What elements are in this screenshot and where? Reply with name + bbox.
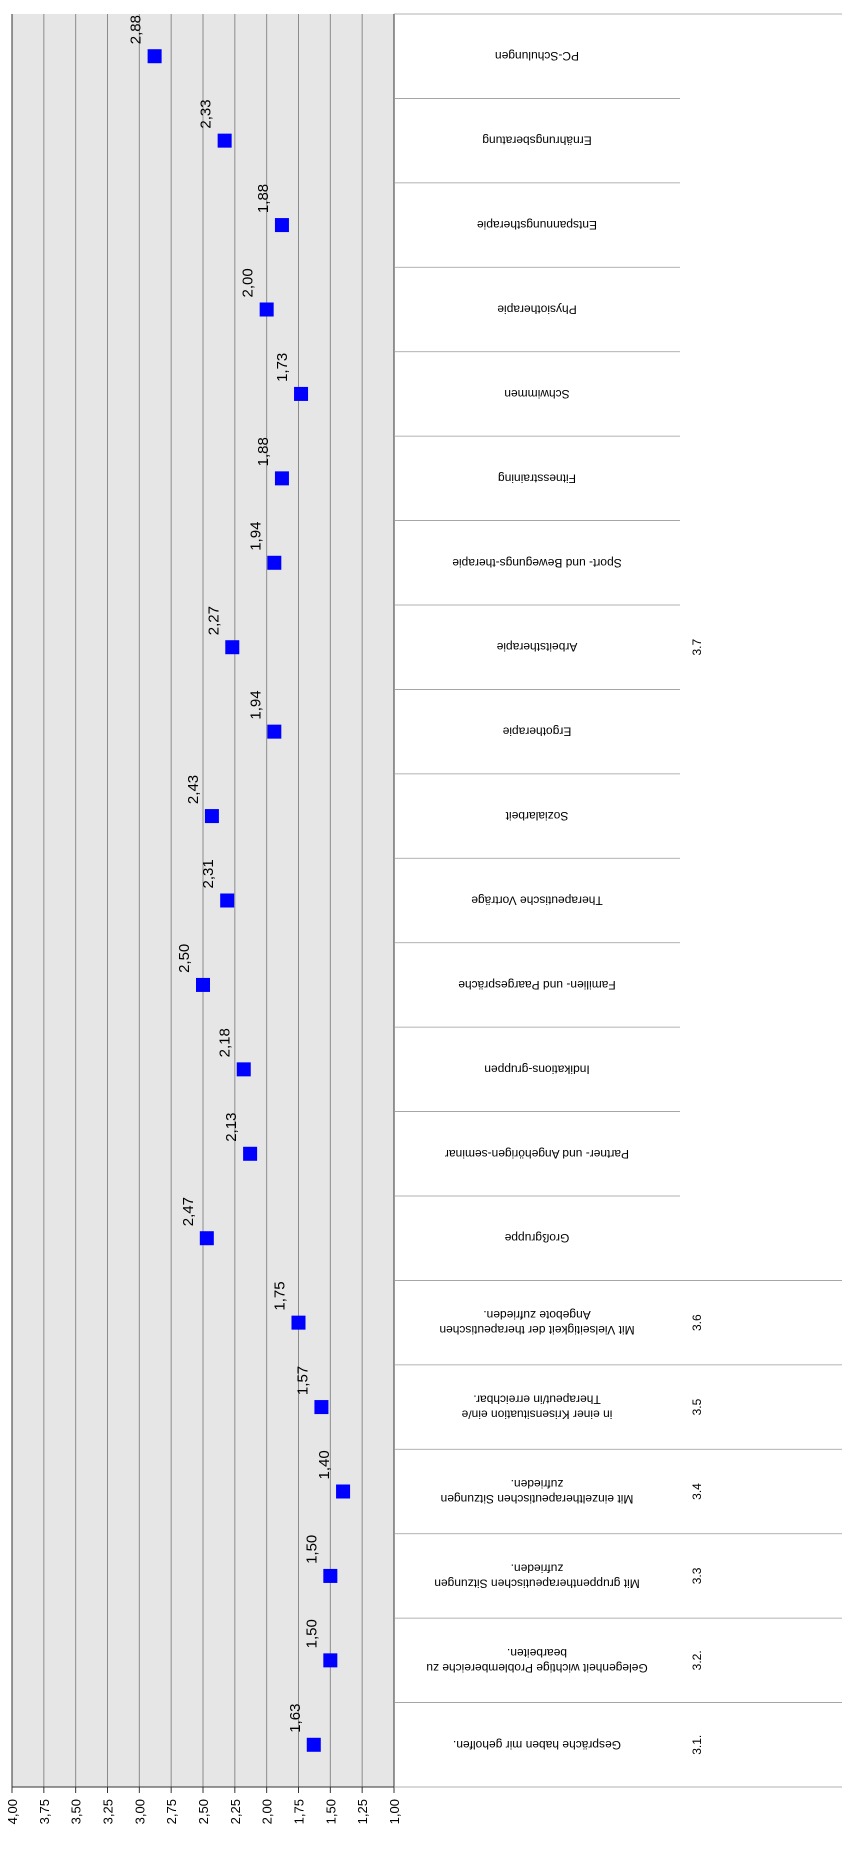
- data-label: 2,13: [223, 1112, 241, 1142]
- data-point-marker: [323, 1569, 337, 1583]
- category-label: PC-Schulungen: [494, 49, 580, 64]
- data-point-marker: [205, 809, 219, 823]
- data-point-marker: [196, 978, 210, 992]
- category-label: Physiotherapie: [497, 302, 577, 317]
- data-point-marker: [267, 725, 281, 739]
- data-label: 2,43: [184, 774, 202, 805]
- data-point-marker: [323, 1653, 337, 1667]
- data-label: 2,31: [200, 859, 218, 889]
- data-point-marker: [292, 1316, 306, 1330]
- data-point-marker: [220, 894, 234, 908]
- data-label: 2,88: [127, 15, 145, 45]
- category-label: Gespräche haben mir geholfen.: [452, 1737, 622, 1752]
- category-label: Sozialarbeit: [505, 809, 569, 824]
- item-code: 3.5: [690, 1398, 704, 1416]
- data-point-marker: [218, 134, 232, 148]
- data-point-marker: [307, 1738, 321, 1752]
- category-label: Ergotherapie: [502, 724, 572, 739]
- data-label: 1,94: [247, 690, 265, 720]
- data-point-marker: [275, 218, 289, 232]
- tick-label: 1,75: [291, 1799, 307, 1825]
- data-point-marker: [237, 1062, 251, 1076]
- data-point-marker: [200, 1231, 214, 1245]
- category-label: Therapeutische Vorträge: [471, 893, 603, 908]
- category-label: Großgruppe: [504, 1231, 570, 1246]
- tick-label: 3,00: [132, 1799, 148, 1825]
- data-point-marker: [148, 49, 162, 63]
- tick-label: 4,00: [5, 1799, 20, 1825]
- data-point-marker: [225, 640, 239, 654]
- data-label: 1,63: [286, 1703, 304, 1733]
- category-label: Schwimmen: [504, 386, 570, 401]
- data-label: 1,50: [303, 1619, 321, 1649]
- item-code: 3.4: [690, 1483, 704, 1500]
- category-label: Gelegenheit wichtige Problembereiche zubearbeiten.: [426, 1645, 648, 1675]
- data-point-marker: [260, 303, 274, 317]
- data-point-marker: [336, 1485, 350, 1499]
- item-code: 3.3: [690, 1567, 704, 1585]
- tick-label: 2,75: [164, 1799, 180, 1825]
- data-point-marker: [294, 387, 308, 401]
- tick-label: 3,50: [68, 1799, 84, 1825]
- tick-label: 2,00: [259, 1799, 275, 1825]
- category-label: Mit Vielseitigkeit der therapeutischenAngebote zufrieden.: [439, 1308, 635, 1338]
- data-label: 2,00: [239, 268, 257, 298]
- category-label: Sport- und Bewegungs-therapie: [452, 555, 622, 570]
- tick-label: 2,25: [227, 1799, 243, 1825]
- value-axis: [5, 1787, 402, 1824]
- item-code: 3.2.: [690, 1650, 704, 1671]
- data-label: 1,73: [274, 352, 292, 382]
- data-label: 1,50: [303, 1534, 321, 1564]
- data-label: 2,18: [216, 1028, 234, 1058]
- category-label: Familien- und Paargespräche: [458, 977, 616, 992]
- data-label: 1,88: [254, 437, 272, 467]
- data-label: 1,57: [294, 1365, 312, 1396]
- data-label: 2,33: [197, 99, 215, 129]
- data-label: 2,27: [205, 606, 223, 636]
- data-point-marker: [243, 1147, 257, 1161]
- data-label: 2,47: [179, 1197, 197, 1227]
- category-label: in einer Krisensituation ein/eTherapeut/in erreichbar.: [461, 1392, 613, 1422]
- category-label: Mit gruppentherapeutischen Sitzungenzufrieden.: [434, 1561, 640, 1591]
- item-code: 3.7: [690, 638, 704, 656]
- category-label: Fitnesstraining: [497, 471, 577, 486]
- tick-label: 1,00: [387, 1799, 402, 1825]
- tick-label: 1,25: [355, 1799, 371, 1825]
- data-label: 2,50: [176, 943, 193, 973]
- category-label: Entspannungstherapie: [476, 218, 598, 233]
- category-label: Ernährungsberatung: [482, 133, 592, 148]
- category-labels: [426, 49, 647, 1752]
- category-label: Mit einzeltherapeutischen Sitzungenzufrieden.: [440, 1477, 634, 1506]
- category-separators: [394, 14, 842, 1787]
- item-codes: [690, 639, 704, 1755]
- data-label: 1,75: [271, 1281, 289, 1311]
- tick-label: 1,50: [323, 1799, 339, 1825]
- tick-label: 3,25: [100, 1799, 116, 1825]
- data-label: 1,40: [316, 1450, 334, 1480]
- item-code: 3.1.: [690, 1734, 704, 1755]
- item-code: 3.6: [690, 1314, 704, 1331]
- data-point-marker: [314, 1400, 328, 1414]
- data-point-marker: [275, 471, 289, 485]
- tick-label: 3,75: [36, 1799, 52, 1825]
- data-label: 1,88: [254, 183, 272, 214]
- category-label: Indikations-gruppen: [484, 1062, 590, 1077]
- tick-label: 2,50: [196, 1799, 211, 1825]
- category-label: Partner- und Angehörigen-seminar: [444, 1146, 630, 1161]
- data-label: 1,94: [247, 521, 265, 551]
- data-point-marker: [267, 556, 281, 570]
- category-label: Arbeitstherapie: [496, 640, 578, 655]
